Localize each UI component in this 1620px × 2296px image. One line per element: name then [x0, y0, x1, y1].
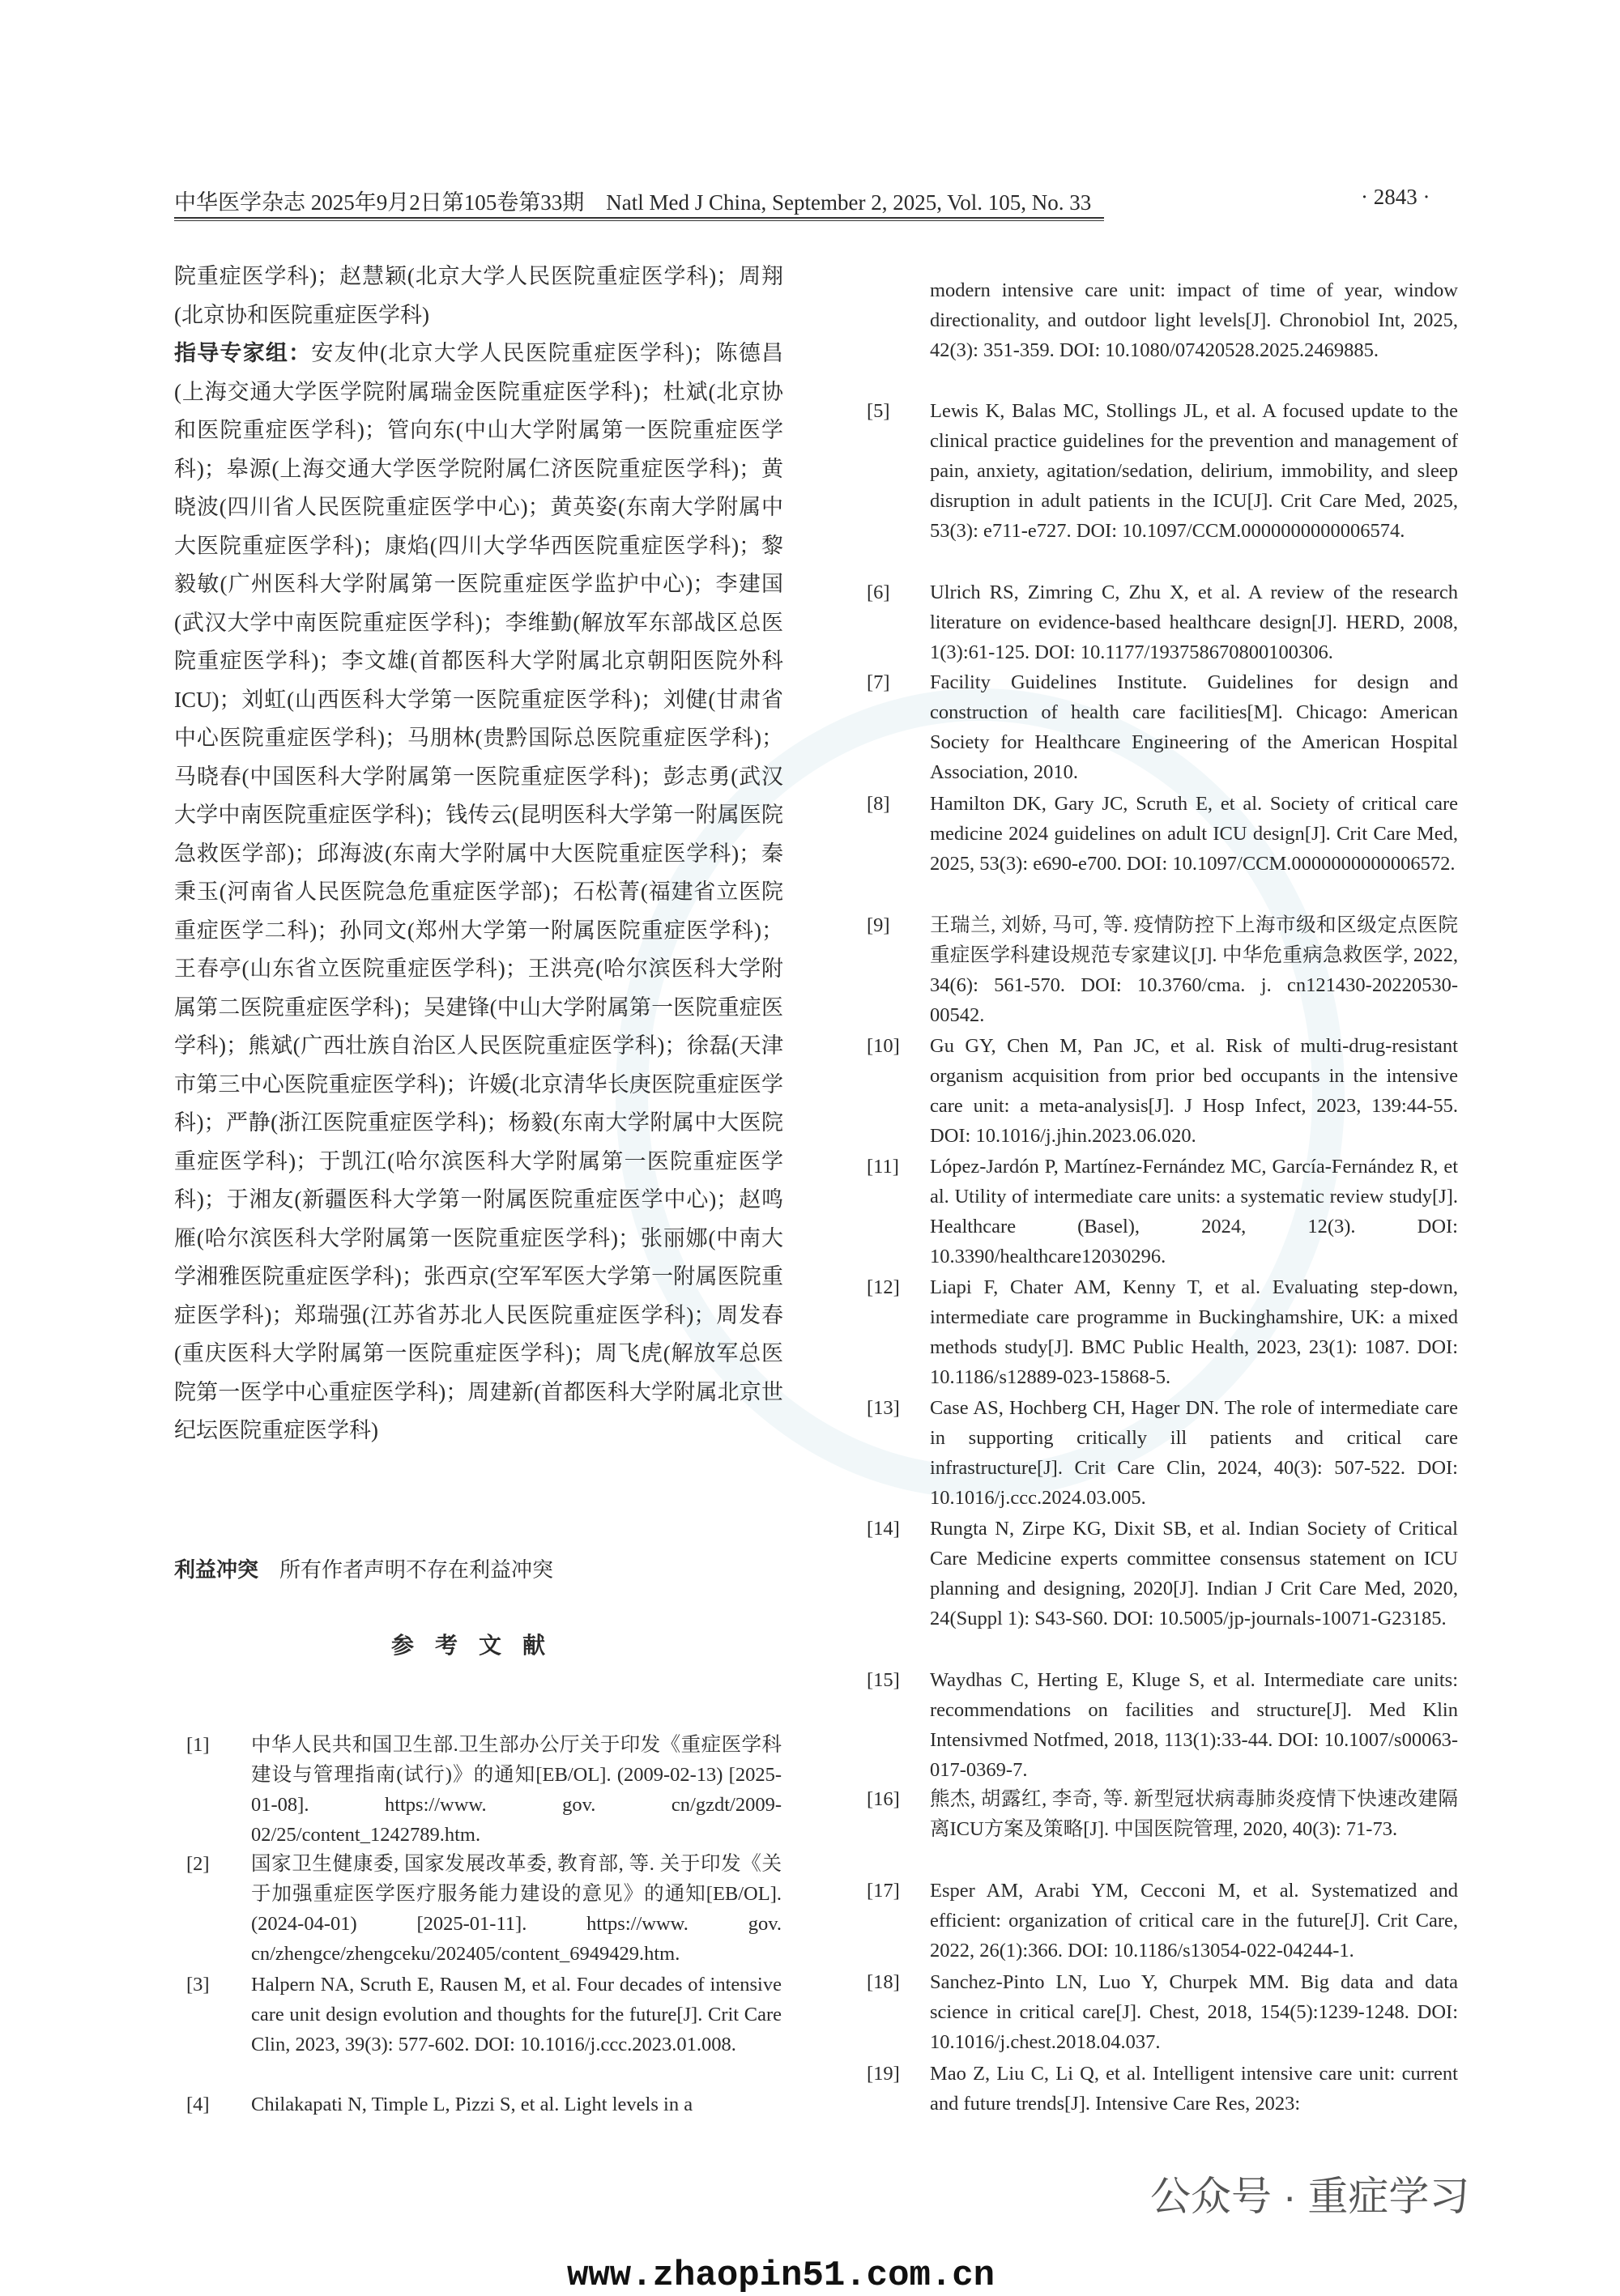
reference-text: Waydhas C, Herting E, Kluge S, et al. Intermediate care units: recommendations on facilities and structure[J]. Med Klin Intensivmed Notfmed, 2018, 113(1):33-44. DOI: 10.1007/s00063-017-0369-7.	[930, 1669, 1458, 1781]
reference-number: [4]	[186, 2094, 210, 2115]
reference-item	[867, 1272, 1458, 1392]
reference-number: [17]	[867, 1880, 900, 1902]
reference-text: Rungta N, Zirpe KG, Dixit SB, et al. Indian Society of Critical Care Medicine experts committee consensus statement on ICU planning and designing, 2020[J]. Indian J Crit Care Med, 2020, 24(Suppl 1): S43-S60. DOI: 10.5005/jp-journals-10071-G23185.	[930, 1518, 1458, 1629]
conflict-of-interest	[174, 1553, 553, 1583]
header-rule	[174, 217, 1104, 221]
reference-text: Liapi F, Chater AM, Kenny T, et al. Evaluating step-down, intermediate care programme in Buckinghamshire, UK: a mixed methods study[J]. BMC Public Health, 2023, 23(1): 1087. DOI: 10.1186/s12889-023-15868-5.	[930, 1276, 1458, 1388]
references-heading: 参考文献	[390, 1633, 566, 1658]
reference-item	[186, 2089, 782, 2119]
reference-item	[867, 667, 1458, 787]
reference-text: Facility Guidelines Institute. Guidelines for design and construction of health care facilities[M]. Chicago: American Society for Healthcare Engineering of the American Hospital Association, 2010.	[930, 671, 1458, 783]
reference-number: [5]	[867, 400, 890, 422]
reference-number: [10]	[867, 1035, 900, 1057]
reference-number: [2]	[186, 1853, 210, 1875]
wechat-watermark: 公众号 · 重症学习	[1150, 2174, 1470, 2219]
running-header: 中华医学杂志 2025年9月2日第105卷第33期 Natl Med J China, September 2, 2025, Vol. 105, No. 33	[174, 190, 1092, 215]
reference-number: [1]	[186, 1734, 210, 1756]
reference-text: 熊杰, 胡露红, 李奇, 等. 新型冠状病毒肺炎疫情下快速改建隔离ICU方案及策略[J]. 中国医院管理, 2020, 40(3): 71-73.	[930, 1788, 1458, 1840]
reference-text: 国家卫生健康委, 国家发展改革委, 教育部, 等. 关于印发《关于加强重症医学医疗服务能力建设的意见》的通知[EB/OL]. (2024-04-01) [2025-01-11]. https://www. gov. cn/zhengce/zhengceku/202405/content_6949429.htm.	[251, 1853, 782, 1965]
reference-number: [12]	[867, 1276, 900, 1298]
reference-item	[186, 1849, 782, 1969]
reference-item	[186, 1970, 782, 2060]
reference-text: López-Jardón P, Martínez-Fernández MC, García-Fernández R, et al. Utility of intermediate care units: a systematic review study[J]. Healthcare (Basel), 2024, 12(3). DOI: 10.3390/healthcare12030296.	[930, 1156, 1458, 1267]
reference-text: Halpern NA, Scruth E, Rausen M, et al. Four decades of intensive care unit design evolution and thoughts for the future[J]. Crit Care Clin, 2023, 39(3): 577-602. DOI: 10.1016/j.ccc.2023.01.008.	[251, 1974, 782, 2055]
reference-item	[867, 1665, 1458, 1785]
reference-number: [19]	[867, 2063, 900, 2085]
reference-item	[867, 1514, 1458, 1634]
reference-item	[867, 1393, 1458, 1513]
expert-group-label: 指导专家组：	[174, 341, 312, 365]
reference-number: [16]	[867, 1788, 900, 1810]
reference-item	[867, 577, 1458, 667]
reference-number: [6]	[867, 581, 890, 603]
reference-item	[867, 910, 1458, 1030]
reference-text: Esper AM, Arabi YM, Cecconi M, et al. Systematized and efficient: organization of critical care in the future[J]. Crit Care, 2022, 26(1):366. DOI: 10.1186/s13054-022-04244-1.	[930, 1880, 1458, 1962]
reference-item	[930, 275, 1458, 365]
reference-item	[867, 396, 1458, 546]
reference-item	[867, 1876, 1458, 1966]
reference-number: [13]	[867, 1397, 900, 1419]
reference-number: [14]	[867, 1518, 900, 1540]
conflict-label: 利益冲突	[174, 1557, 259, 1582]
reference-number: [11]	[867, 1156, 899, 1178]
reference-number: [7]	[867, 671, 890, 693]
reference-item	[867, 1152, 1458, 1272]
reference-text: Ulrich RS, Zimring C, Zhu X, et al. A review of the research literature on evidence-based healthcare design[J]. HERD, 2008, 1(3):61-125. DOI: 10.1177/193758670800100306.	[930, 581, 1458, 663]
reference-item	[867, 1031, 1458, 1151]
authors-continued: 院重症医学科)；赵慧颖(北京大学人民医院重症医学科)；周翔(北京协和医院重症医学科)	[174, 264, 783, 327]
expert-group-text: 安友仲(北京大学人民医院重症医学科)；陈德昌(上海交通大学医学院附属瑞金医院重症医学科)；杜斌(北京协和医院重症医学科)；管向东(中山大学附属第一医院重症医学科)；皋源(上海交通大学医学院附属仁济医院重症医学科)；黄晓波(四川省人民医院重症医学中心)；黄英姿(东南大学附属中大医院重症医学科)；康焰(四川大学华西医院重症医学科)；黎毅敏(广州医科大学附属第一医院重症医学监护中心)；李建国(武汉大学中南医院重症医学科)；李维勤(解放军东部战区总医院重症医学科)；李文雄(首都医科大学附属北京朝阳医院外科ICU)；刘虹(山西医科大学第一医院重症医学科)；刘健(甘肃省中心医院重症医学科)；马朋林(贵黔国际总医院重症医学科)；马晓春(中国医科大学附属第一医院重症医学科)；彭志勇(武汉大学中南医院重症医学科)；钱传云(昆明医科大学第一附属医院急救医学部)；邱海波(东南大学附属中大医院重症医学科)；秦秉玉(河南省人民医院急危重症医学部)；石松菁(福建省立医院重症医学二科)；孙同文(郑州大学第一附属医院重症医学科)；王春亭(山东省立医院重症医学科)；王洪亮(哈尔滨医科大学附属第二医院重症医学科)；吴建锋(中山大学附属第一医院重症医学科)；熊斌(广西壮族自治区人民医院重症医学科)；徐磊(天津市第三中心医院重症医学科)；许媛(北京清华长庚医院重症医学科)；严静(浙江医院重症医学科)；杨毅(东南大学附属中大医院重症医学科)；于凯江(哈尔滨医科大学附属第一医院重症医学科)；于湘友(新疆医科大学第一附属医院重症医学中心)；赵鸣雁(哈尔滨医科大学附属第一医院重症医学科)；张丽娜(中南大学湘雅医院重症医学科)；张西京(空军军医大学第一附属医院重症医学科)；郑瑞强(江苏省苏北人民医院重症医学科)；周发春(重庆医科大学附属第一医院重症医学科)；周飞虎(解放军总医院第一医学中心重症医学科)；周建新(首都医科大学附属北京世纪坛医院重症医学科)	[174, 341, 783, 1442]
reference-text: Mao Z, Liu C, Li Q, et al. Intelligent intensive care unit: current and future trends[J]. Intensive Care Res, 2023:	[930, 2063, 1458, 2115]
site-watermark: www.zhaopin51.com.cn	[567, 2256, 995, 2296]
reference-item	[867, 1967, 1458, 2057]
reference-number: [9]	[867, 914, 890, 936]
reference-text: Lewis K, Balas MC, Stollings JL, et al. A focused update to the clinical practice guidelines for the prevention and management of pain, anxiety, agitation/sedation, delirium, immobility, and sleep disruption in adult patients in the ICU[J]. Crit Care Med, 2025, 53(3): e711-e727. DOI: 10.1097/CCM.0000000000006574.	[930, 400, 1458, 542]
reference-number: [18]	[867, 1971, 900, 1993]
reference-text: Hamilton DK, Gary JC, Scruth E, et al. Society of critical care medicine 2024 guidelines on adult ICU design[J]. Crit Care Med, 2025, 53(3): e690-e700. DOI: 10.1097/CCM.0000000000006572.	[930, 793, 1458, 875]
reference-number: [8]	[867, 793, 890, 815]
reference-text: 中华人民共和国卫生部.卫生部办公厅关于印发《重症医学科建设与管理指南(试行)》的通知[EB/OL]. (2009-02-13) [2025-01-08]. https://www. gov. cn/gzdt/2009-02/25/content_1242789.htm.	[251, 1734, 782, 1846]
page-number: · 2843 ·	[1361, 185, 1430, 209]
reference-number: [3]	[186, 1974, 210, 1996]
reference-item	[186, 1730, 782, 1850]
conflict-text: 所有作者声明不存在利益冲突	[279, 1558, 554, 1582]
reference-item	[867, 2059, 1458, 2119]
reference-text: Gu GY, Chen M, Pan JC, et al. Risk of multi-drug-resistant organism acquisition from prior bed occupants in the intensive care unit: a meta-analysis[J]. J Hosp Infect, 2023, 139:44-55. DOI: 10.1016/j.jhin.2023.06.020.	[930, 1035, 1458, 1147]
reference-text: Chilakapati N, Timple L, Pizzi S, et al. Light levels in a	[251, 2094, 693, 2115]
reference-number: [15]	[867, 1669, 900, 1691]
reference-item	[867, 1784, 1458, 1844]
expert-group	[174, 334, 783, 1450]
author-list	[174, 258, 783, 1450]
reference-text: modern intensive care unit: impact of time of year, window directionality, and outdoor light levels[J]. Chronobiol Int, 2025, 42(3): 351-359. DOI: 10.1080/07420528.2025.2469885.	[930, 279, 1458, 361]
reference-text: Case AS, Hochberg CH, Hager DN. The role of intermediate care in supporting critically ill patients and critical care infrastructure[J]. Crit Care Clin, 2024, 40(3): 507-522. DOI: 10.1016/j.ccc.2024.03.005.	[930, 1397, 1458, 1509]
reference-item	[867, 789, 1458, 879]
reference-text: 王瑞兰, 刘娇, 马可, 等. 疫情防控下上海市级和区级定点医院重症医学科建设规范专家建议[J]. 中华危重病急救医学, 2022, 34(6): 561-570. DOI: 10.3760/cma. j. cn121430-20220530-00542.	[930, 914, 1458, 1026]
reference-text: Sanchez-Pinto LN, Luo Y, Churpek MM. Big data and data science in critical care[J]. Chest, 2018, 154(5):1239-1248. DOI: 10.1016/j.chest.2018.04.037.	[930, 1971, 1458, 2053]
